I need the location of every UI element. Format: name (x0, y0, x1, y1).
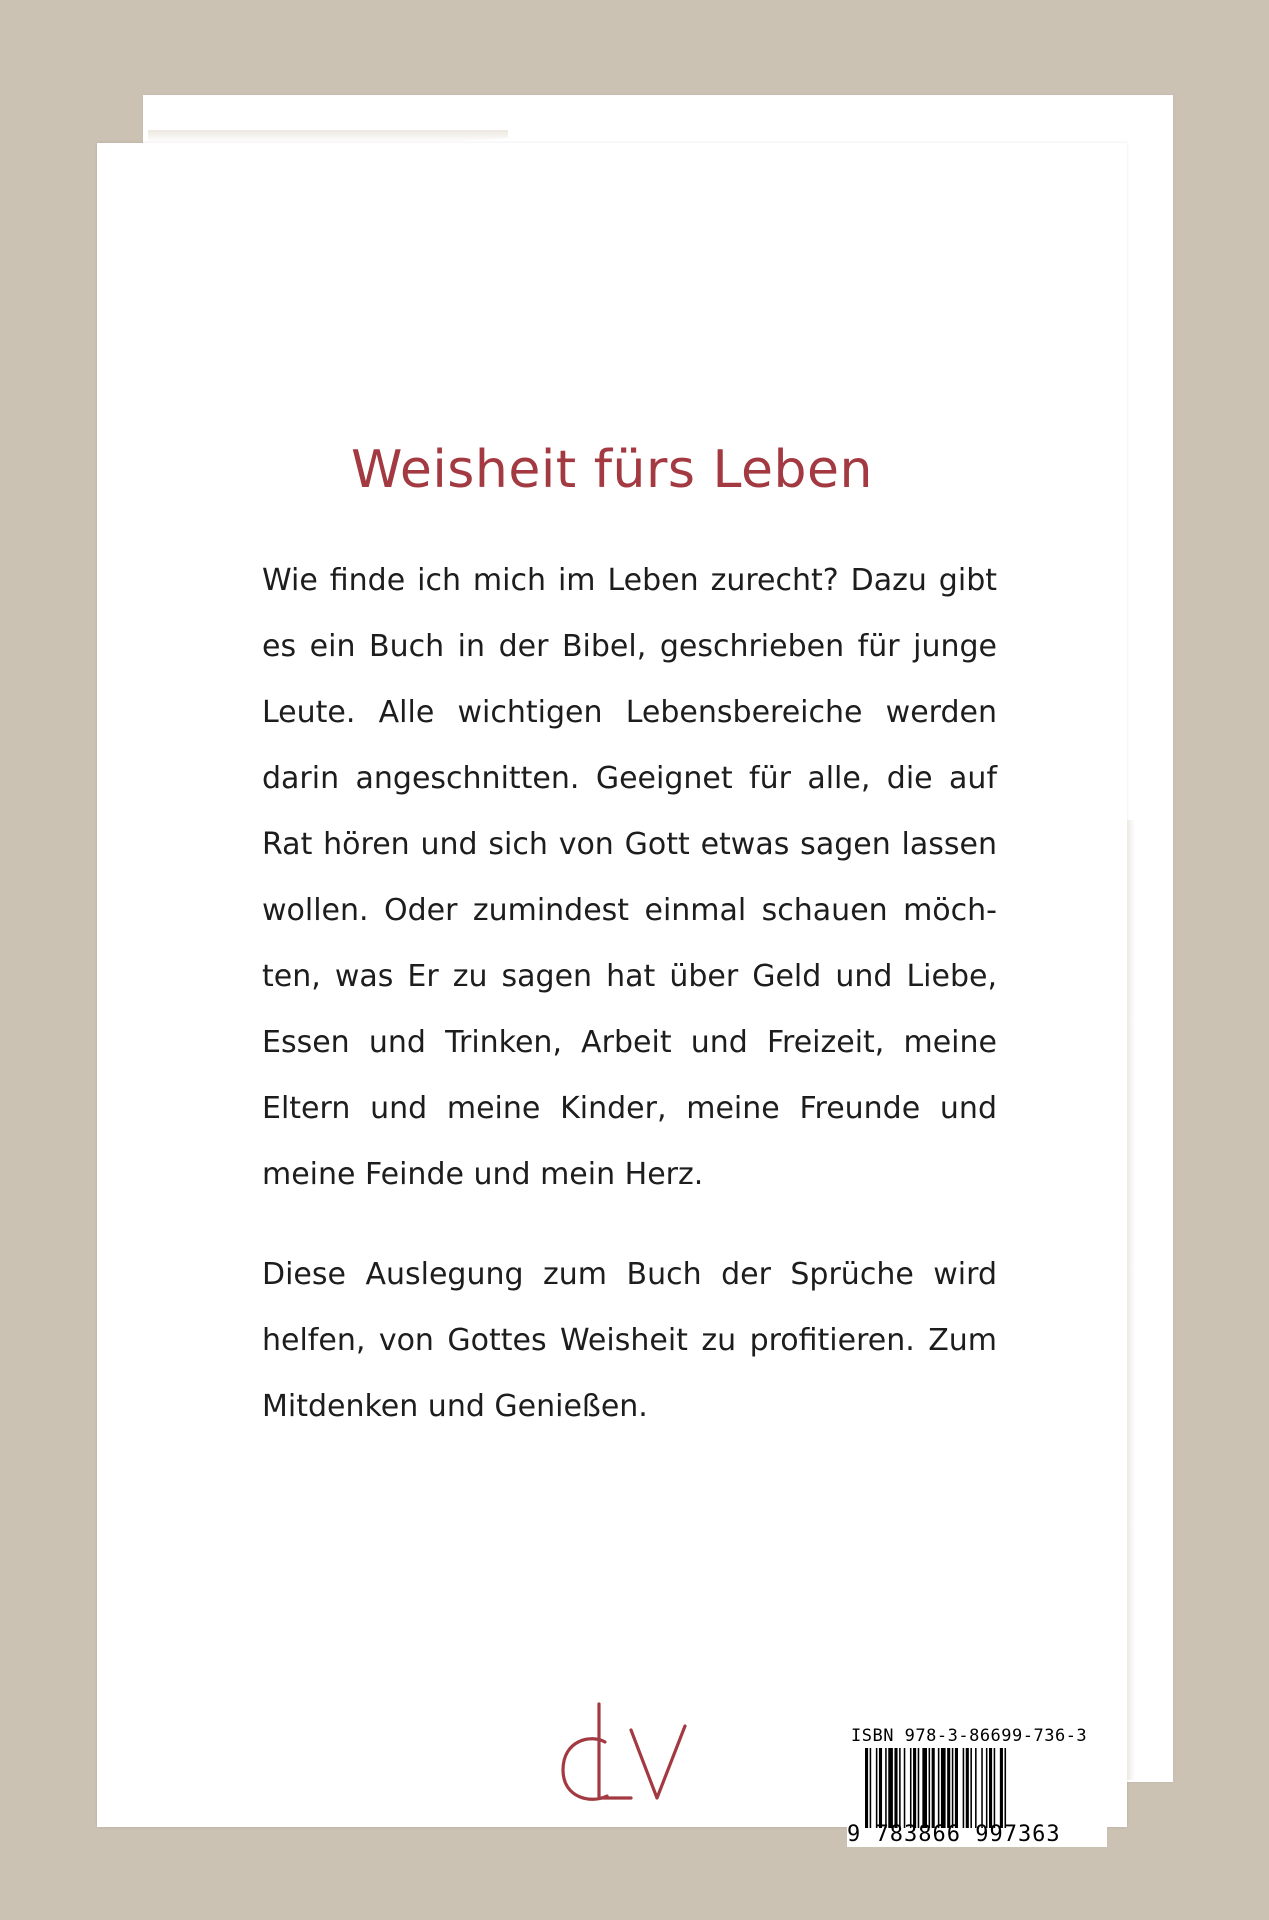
blurb-line: darin angeschnitten. Geeignet für alle, die auf (262, 761, 997, 796)
barcode-bar (876, 1748, 878, 1828)
blurb-line: Mitdenken und Genießen. (262, 1389, 648, 1424)
barcode-bar (970, 1748, 972, 1828)
barcode-bar (870, 1748, 872, 1828)
barcode-bar (952, 1748, 954, 1828)
barcode-digits: 9 783866 997363 (847, 1822, 1061, 1847)
barcode-bar (913, 1748, 916, 1828)
blurb-line: helfen, von Gottes Weisheit zu profitieren. Zum (262, 1323, 997, 1358)
barcode-bar (888, 1748, 893, 1828)
blurb-line: es ein Buch in der Bibel, geschrieben für junge (262, 629, 997, 664)
barcode-bar (955, 1748, 958, 1828)
blurb-line: Diese Auslegung zum Buch der Sprüche wird (262, 1257, 997, 1292)
barcode-bar (986, 1748, 988, 1828)
barcode-bar (899, 1748, 901, 1828)
barcode-bar (929, 1748, 931, 1828)
barcode-bar (989, 1748, 992, 1828)
barcode-bar (885, 1748, 887, 1828)
blurb-line: Rat hören und sich von Gott etwas sagen lassen (262, 827, 997, 862)
barcode-bar (941, 1748, 946, 1828)
blurb-paragraph-2 (262, 1242, 997, 1440)
barcode-bar (963, 1748, 965, 1828)
blurb-line: Wie finde ich mich im Leben zurecht? Dazu gibt (262, 563, 997, 598)
barcode-bar (966, 1748, 969, 1828)
isbn-barcode (847, 1722, 1107, 1847)
blurb-line: Eltern und meine Kinder, meine Freunde und (262, 1091, 997, 1126)
barcode-bar (1005, 1748, 1007, 1828)
barcode-bar (910, 1748, 912, 1828)
barcode-bar (879, 1748, 882, 1828)
sheet-edge-shadow (1127, 820, 1135, 1780)
barcode-bar (918, 1748, 920, 1828)
barcode-bar (981, 1748, 983, 1828)
page-curl-shadow (148, 130, 508, 142)
barcode-bar (932, 1748, 935, 1828)
barcode-bar (947, 1748, 950, 1828)
barcode-bar (894, 1748, 897, 1828)
blurb-line: ten, was Er zu sagen hat über Geld und Liebe, (262, 959, 997, 994)
blurb-paragraph-1 (262, 548, 997, 1208)
blurb-line: Essen und Trinken, Arbeit und Freizeit, meine (262, 1025, 997, 1060)
barcode-bar (938, 1748, 940, 1828)
barcode-bar (994, 1748, 996, 1828)
barcode-bar (904, 1748, 906, 1828)
barcode-bar (922, 1748, 927, 1828)
blurb-line: meine Feinde und mein Herz. (262, 1157, 704, 1192)
book-title: Weisheit fürs Leben (351, 440, 873, 500)
barcode-bar (1000, 1748, 1003, 1828)
barcode-bar (865, 1748, 868, 1828)
isbn-label: ISBN 978-3-86699-736-3 (851, 1726, 1088, 1746)
barcode-bars (847, 1748, 1107, 1828)
publisher-logo (555, 1700, 715, 1810)
blurb-line: wollen. Oder zumindest einmal schauen möch- (262, 893, 997, 928)
blurb-line: Leute. Alle wichtigen Lebensbereiche werden (262, 695, 997, 730)
barcode-bar (975, 1748, 977, 1828)
